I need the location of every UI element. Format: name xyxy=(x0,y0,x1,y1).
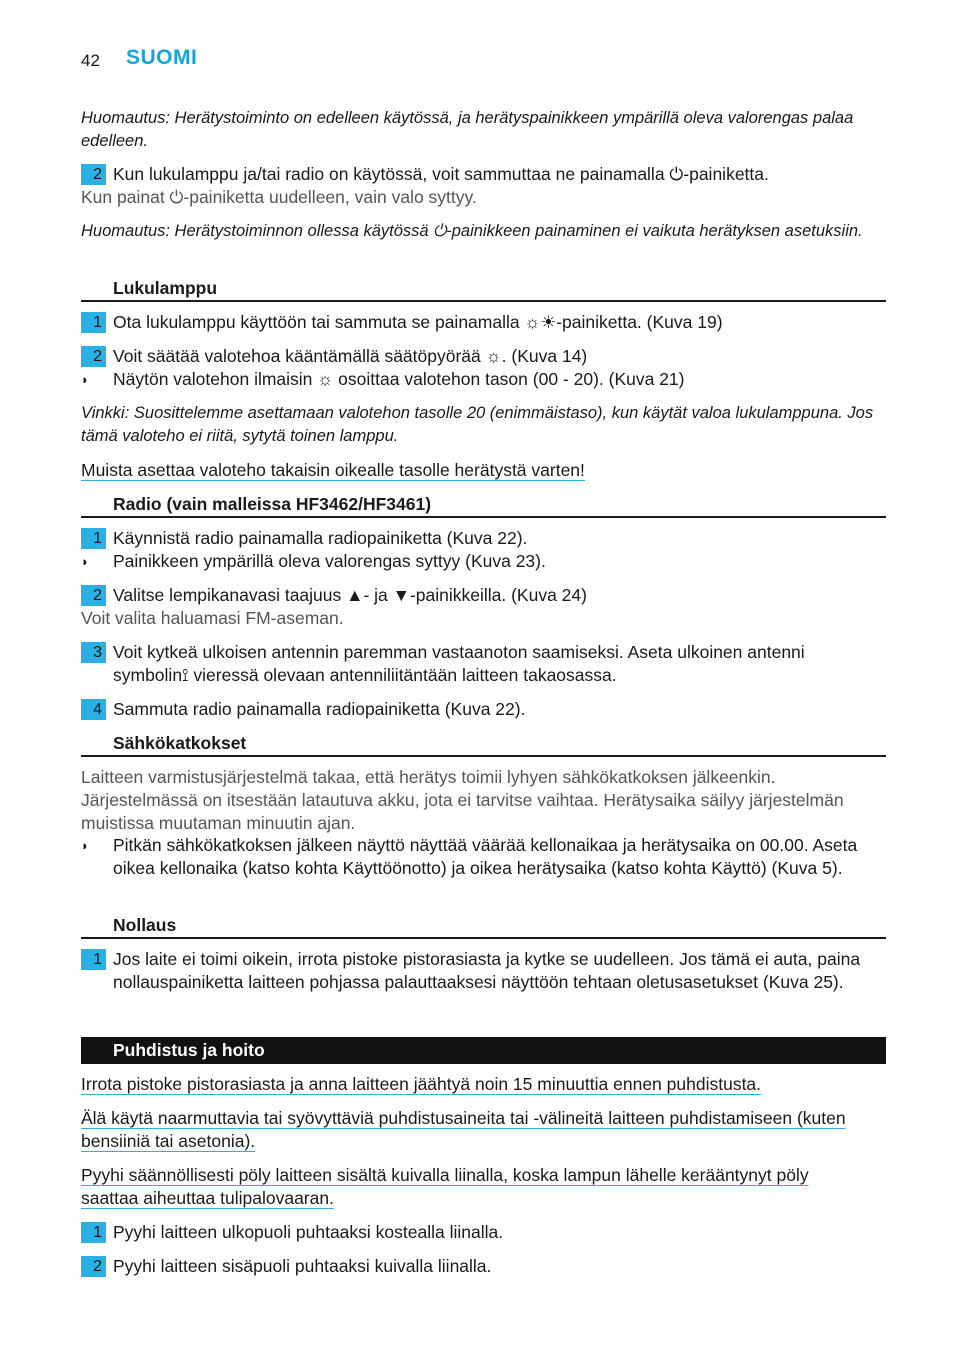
lamp-bullet xyxy=(81,368,891,391)
step-number: 4 xyxy=(81,699,106,720)
section-divider xyxy=(81,300,886,302)
step-text: Sammuta radio painamalla radiopainiketta (Kuva 22). xyxy=(113,699,526,719)
bullet-text: Pitkän sähkökatkoksen jälkeen näyttö näyttää väärää kellonaikaa ja herätysaika on 00.00. Aseta oikea kellonaika (katso kohta Käyttöönotto) ja oikea herätysaika (katso kohta Käyttö) (Kuva 5). xyxy=(113,835,858,878)
section-divider xyxy=(81,516,886,518)
step-number: 2 xyxy=(81,1256,106,1277)
step-text: Kun lukulamppu ja/tai radio on käytössä, voit sammuttaa ne painamalla ⏻-painiketta. xyxy=(113,164,769,184)
bullet-icon: ◗ xyxy=(81,554,89,569)
cleaning-p3: Pyyhi säännöllisesti pöly laitteen sisältä kuivalla liinalla, koska lampun lähelle kerääntynyt pöly saattaa aiheuttaa tulipalovaaran. xyxy=(81,1165,809,1208)
cleaning-p1: Irrota pistoke pistorasiasta ja anna laitteen jäähtyä noin 15 minuuttia ennen puhdistusta. xyxy=(81,1074,762,1094)
lamp-reminder: Muista asettaa valoteho takaisin oikealle tasolle herätystä varten! xyxy=(81,460,585,480)
cleaning-p2: Älä käytä naarmuttavia tai syövyttäviä puhdistusaineita tai -välineitä laitteen puhdistamiseen (kuten bensiiniä tai asetonia). xyxy=(81,1108,846,1151)
step-switch-off xyxy=(81,163,891,186)
reset-step-1 xyxy=(81,948,871,994)
step-number: 2 xyxy=(81,164,106,185)
lamp-step-2 xyxy=(81,345,891,368)
page-number: 42 xyxy=(81,51,100,70)
step-text: Valitse lempikanavasi taajuus ▲- ja ▼-painikkeilla. (Kuva 24) xyxy=(113,585,587,605)
section-heading-radio: Radio (vain malleissa HF3462/HF3461) xyxy=(113,494,432,514)
radio-step-2 xyxy=(81,584,891,607)
section-divider xyxy=(81,755,886,757)
radio-step-4 xyxy=(81,698,891,721)
cleaning-step-1 xyxy=(81,1221,891,1244)
step-text: Pyyhi laitteen sisäpuoli puhtaaksi kuivalla liinalla. xyxy=(113,1256,492,1276)
step-text: Ota lukulamppu käyttöön tai sammuta se painamalla ☼☀-painiketta. (Kuva 19) xyxy=(113,312,723,332)
step-text: Voit kytkeä ulkoisen antennin paremman vastaanoton saamiseksi. Aseta ulkoinen antenni symbolin⟟ vieressä olevaan antenniliitäntään laitteen takaosassa. xyxy=(113,642,805,685)
bullet-text: Painikkeen ympärillä oleva valorengas syttyy (Kuva 23). xyxy=(113,551,546,571)
step-number: 1 xyxy=(81,949,106,970)
step-subtext: Voit valita haluamasi FM-aseman. xyxy=(81,608,344,628)
bullet-icon: ◗ xyxy=(81,372,89,387)
lamp-step-1 xyxy=(81,311,891,334)
step-text: Käynnistä radio painamalla radiopainiketta (Kuva 22). xyxy=(113,528,528,548)
radio-bullet xyxy=(81,550,891,573)
section-heading-cleaning: Puhdistus ja hoito xyxy=(113,1040,265,1060)
cleaning-step-2 xyxy=(81,1255,891,1278)
section-heading-reset: Nollaus xyxy=(113,915,177,935)
section-divider xyxy=(81,937,886,939)
power-text: Laitteen varmistusjärjestelmä takaa, että herätys toimii lyhyen sähkökatkoksen jälkeenkin. Järjestelmässä on itsestään latautuva akku, jota ei tarvitse vaihtaa. Herätysaika säilyy järjestelmän muistissa muutaman minuutin ajan. xyxy=(81,767,844,833)
step-number: 2 xyxy=(81,585,106,606)
section-heading-power: Sähkökatkokset xyxy=(113,733,247,753)
radio-step-3 xyxy=(81,641,871,687)
step-number: 1 xyxy=(81,1222,106,1243)
note-alarm-active: Huomautus: Herätystoiminto on edelleen käytössä, ja herätyspainikkeen ympärillä oleva valorengas palaa edelleen. xyxy=(81,109,854,150)
step-subtext: Kun painat ⏻-painiketta uudelleen, vain valo syttyy. xyxy=(81,187,477,207)
step-text: Voit säätää valotehoa kääntämällä säätöpyörää ☼. (Kuva 14) xyxy=(113,346,588,366)
note-alarm-settings: Huomautus: Herätystoiminnon ollessa käytössä ⏻-painikkeen painaminen ei vaikuta herätyksen asetuksiin. xyxy=(81,222,863,240)
step-number: 1 xyxy=(81,528,106,549)
step-number: 3 xyxy=(81,642,106,663)
step-number: 1 xyxy=(81,312,106,333)
step-number: 2 xyxy=(81,346,106,367)
lamp-tip: Vinkki: Suosittelemme asettamaan valotehon tasolle 20 (enimmäistaso), kun käytät valoa lukulamppuna. Jos tämä valoteho ei riitä, sytytä toinen lamppu. xyxy=(81,404,874,445)
section-heading-bar xyxy=(81,1037,886,1064)
step-text: Pyyhi laitteen ulkopuoli puhtaaksi kostealla liinalla. xyxy=(113,1222,504,1242)
bullet-text: Näytön valotehon ilmaisin ☼ osoittaa valotehon tason (00 - 20). (Kuva 21) xyxy=(113,369,685,389)
step-text: Jos laite ei toimi oikein, irrota pistoke pistorasiasta ja kytke se uudelleen. Jos tämä ei auta, paina nollauspainiketta laitteen pohjassa palauttaaksesi näyttöön tehtaan oletusasetukset (Kuva 25). xyxy=(113,949,861,992)
bullet-icon: ◗ xyxy=(81,838,89,853)
radio-step-1 xyxy=(81,527,891,550)
section-heading-lukulamppu: Lukulamppu xyxy=(113,278,218,298)
power-bullet xyxy=(81,834,871,880)
language-title: SUOMI xyxy=(126,46,198,69)
